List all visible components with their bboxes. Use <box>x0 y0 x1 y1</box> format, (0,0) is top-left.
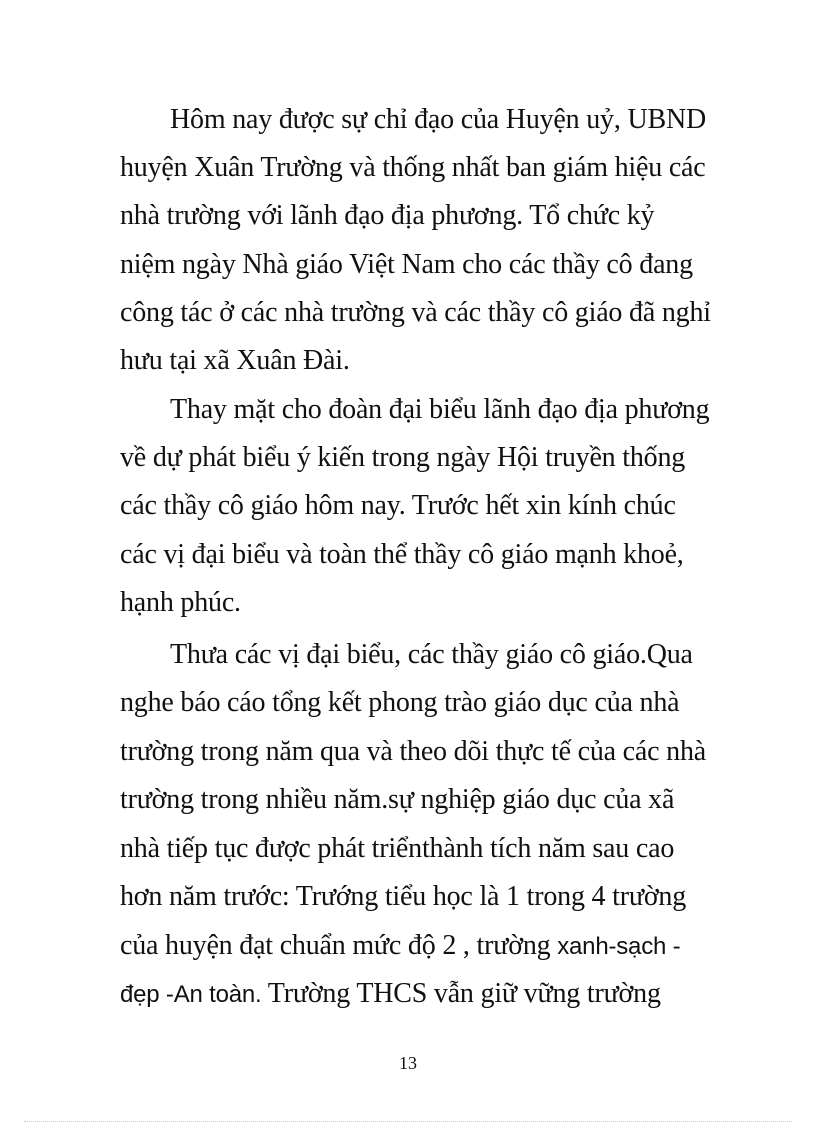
paragraph-1-line-4: niệm ngày Nhà giáo Việt Nam cho các thầy cô đang <box>120 249 693 280</box>
paragraph-1-line-6: hưu tại xã Xuân Đài. <box>120 345 350 376</box>
page-number: 13 <box>399 1053 417 1073</box>
paragraph-3-line-5: nhà tiếp tục được phát triểnthành tích năm sau cao <box>120 833 675 864</box>
paragraph-3-line-7 <box>120 929 680 964</box>
paragraph-2-line-4: các vị đại biểu và toàn thể thầy cô giáo mạnh khoẻ, <box>120 539 684 570</box>
line-8-sans-text: đẹp -An toàn. <box>120 981 262 1008</box>
line-7-serif-text: của huyện đạt chuẩn mức độ 2 , trường <box>120 930 558 961</box>
paragraph-2-line-1: Thay mặt cho đoàn đại biểu lãnh đạo địa phương <box>170 394 710 425</box>
paragraph-1-line-3: nhà trường với lãnh đạo địa phương. Tổ chức kỷ <box>120 200 655 231</box>
paragraph-1-line-5: công tác ở các nhà trường và các thầy cô giáo đã nghỉ <box>120 297 711 328</box>
paragraph-3-line-1: Thưa các vị đại biểu, các thầy giáo cô giáo.Qua <box>170 639 693 670</box>
paragraph-2-line-2: về dự phát biểu ý kiến trong ngày Hội truyền thống <box>120 442 686 473</box>
paragraph-2-line-3: các thầy cô giáo hôm nay. Trước hết xin kính chúc <box>120 490 676 521</box>
paragraph-3-line-8 <box>120 977 661 1012</box>
paragraph-1-line-2: huyện Xuân Trường và thống nhất ban giám hiệu các <box>120 152 706 183</box>
line-8-serif-text: Trường THCS vẫn giữ vững trường <box>261 978 661 1009</box>
paragraph-3-line-4: trường trong nhiều năm.sự nghiệp giáo dục của xã <box>120 784 675 815</box>
paragraph-2-line-5: hạnh phúc. <box>120 587 241 618</box>
paragraph-1-line-1: Hôm nay được sự chỉ đạo của Huyện uỷ, UBND <box>170 104 706 135</box>
paragraph-3-line-6: hơn năm trước: Trướng tiểu học là 1 trong 4 trường <box>120 881 687 912</box>
page-bottom-divider <box>24 1121 792 1122</box>
paragraph-3-line-2: nghe báo cáo tổng kết phong trào giáo dục của nhà <box>120 687 680 718</box>
paragraph-3-line-3: trường trong năm qua và theo dõi thực tế của các nhà <box>120 736 706 767</box>
line-7-sans-text: xanh-sạch - <box>557 933 681 960</box>
